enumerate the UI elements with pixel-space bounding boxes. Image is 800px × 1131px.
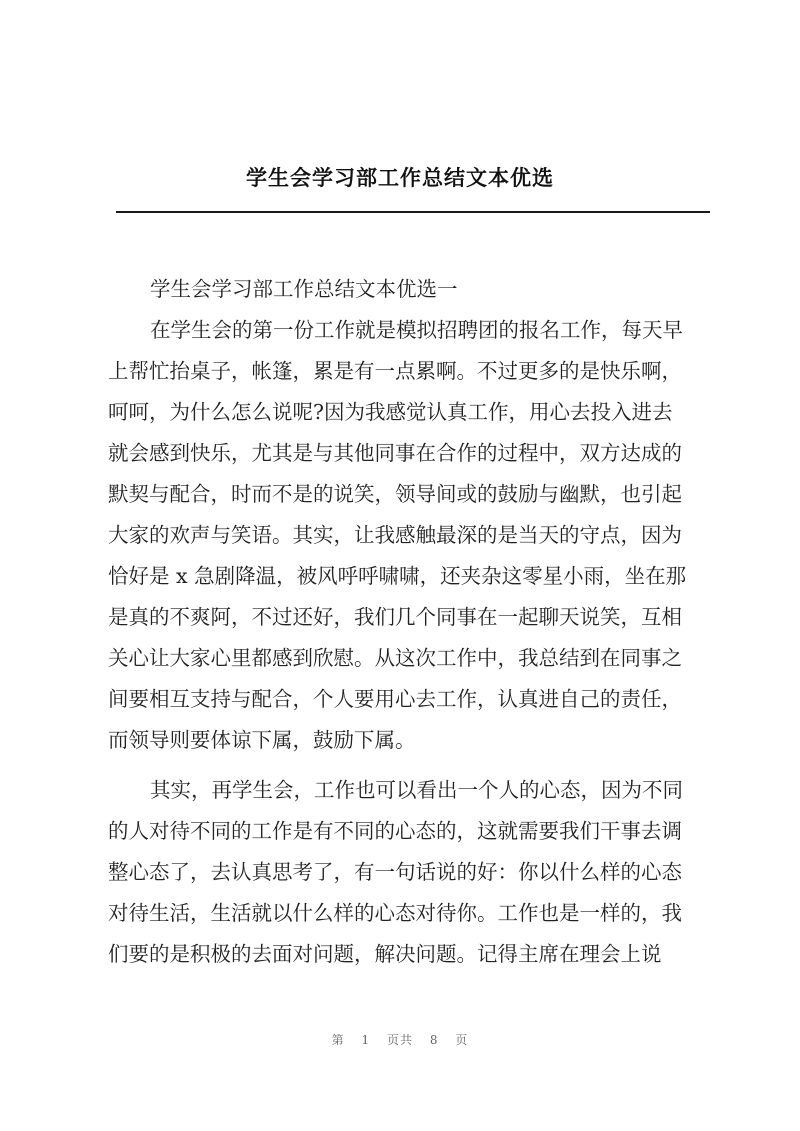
body-line: 大家的欢声与笑语。其实，让我感触最深的是当天的守点，因为 xyxy=(108,523,682,547)
body-line: 呵呵，为什么怎么说呢?因为我感觉认真工作，用心去投入进去 xyxy=(108,400,673,424)
body-line: 是真的不爽阿，不过还好，我们几个同事在一起聊天说笑，互相 xyxy=(108,605,682,629)
body-line: 就会感到快乐，尤其是与其他同事在合作的过程中，双方达成的 xyxy=(108,441,682,465)
body-line: 整心态了，去认真思考了，有一句话说的好：你以什么样的心态 xyxy=(108,860,682,884)
body-line: 学生会学习部工作总结文本优选一 xyxy=(150,277,458,301)
document-title: 学生会学习部工作总结文本优选 xyxy=(246,166,554,190)
title-divider xyxy=(116,211,710,213)
footer-suffix: 页 xyxy=(455,1033,469,1047)
body-line: 上帮忙抬桌子，帐篷，累是有一点累啊。不过更多的是快乐啊， xyxy=(108,359,682,383)
footer-page-number: 1 xyxy=(361,1033,371,1047)
body-line: 恰好是 x 急剧降温，被风呼呼啸啸，还夹杂这零星小雨，坐在那 xyxy=(108,564,687,588)
body-line: 关心让大家心里都感到欣慰。从这次工作中，我总结到在同事之 xyxy=(108,646,682,670)
body-line: 默契与配合，时而不是的说笑，领导间或的鼓励与幽默，也引起 xyxy=(108,482,682,506)
body-line: 间要相互支持与配合，个人要用心去工作，认真进自己的责任， xyxy=(108,687,682,711)
body-line: 们要的是积极的去面对问题，解决问题。记得主席在理会上说 xyxy=(108,942,662,966)
footer-prefix: 第 xyxy=(331,1033,345,1047)
page-footer xyxy=(0,1031,800,1048)
body-line: 而领导则要体谅下属，鼓励下属。 xyxy=(108,728,416,752)
body-line: 的人对待不同的工作是有不同的心态的，这就需要我们干事去调 xyxy=(108,819,682,843)
footer-total-pages: 8 xyxy=(429,1033,439,1047)
body-line: 在学生会的第一份工作就是模拟招聘团的报名工作，每天早 xyxy=(150,318,683,342)
body-line: 对待生活，生活就以什么样的心态对待你。工作也是一样的，我 xyxy=(108,901,682,925)
footer-mid: 页共 xyxy=(386,1033,413,1047)
body-line: 其实，再学生会，工作也可以看出一个人的心态，因为不同 xyxy=(150,778,683,802)
